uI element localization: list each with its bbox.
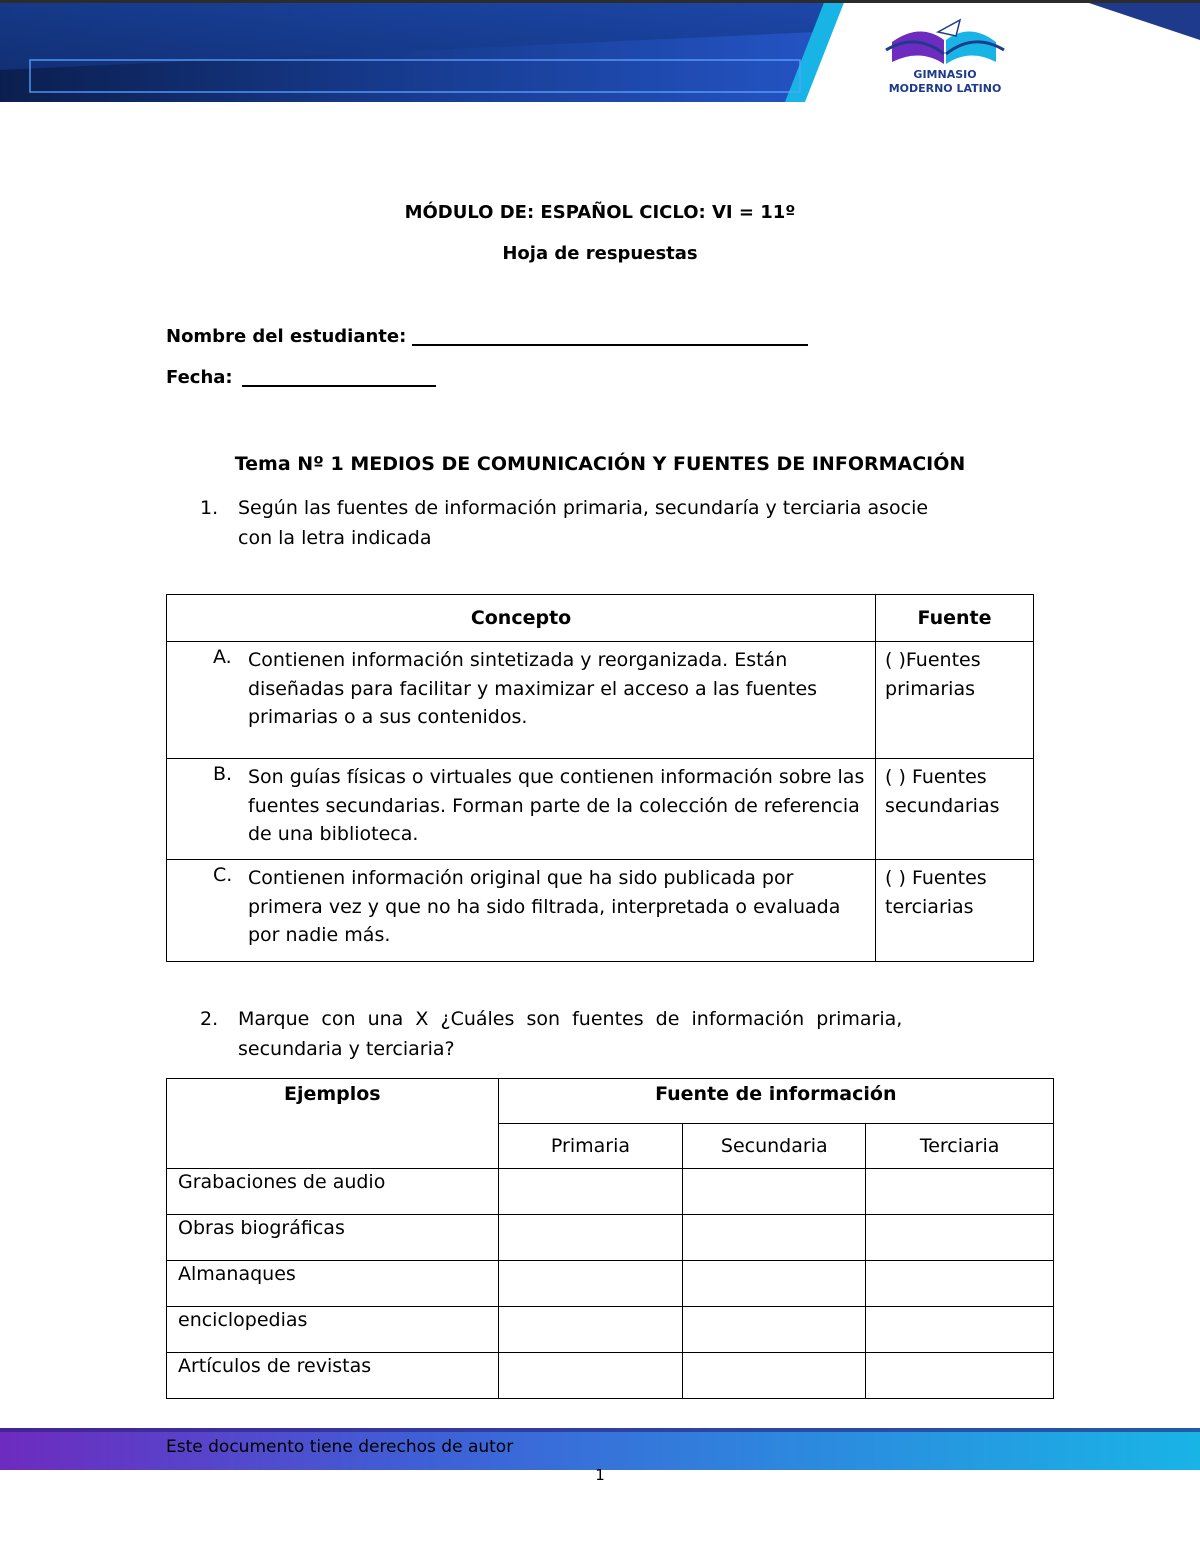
logo-line1: GIMNASIO <box>913 68 977 81</box>
concept-cell <box>167 759 876 860</box>
table-row <box>167 1353 1054 1399</box>
question-1-number: 1. <box>200 497 219 519</box>
table-row <box>167 1307 1054 1353</box>
mark-cell-terciaria[interactable] <box>866 1353 1054 1399</box>
mark-cell-primaria[interactable] <box>498 1307 683 1353</box>
concept-cell <box>167 642 876 759</box>
student-name-label: Nombre del estudiante: <box>166 326 407 347</box>
mark-cell-secundaria[interactable] <box>683 1215 866 1261</box>
fuente-cell[interactable]: ( )Fuentes primarias <box>876 642 1034 759</box>
mark-cell-primaria[interactable] <box>498 1169 683 1215</box>
concept-text: Contienen información original que ha sido publicada por primera vez y que no ha sido filtrada, interpretada o evaluada por nadie más. <box>248 867 841 946</box>
logo-line2: MODERNO LATINO <box>888 82 1002 95</box>
date-label: Fecha: <box>166 367 233 388</box>
question-2-text-line1: Marque con una X ¿Cuáles son fuentes de información primaria, <box>238 1008 903 1030</box>
subheader-primaria: Primaria <box>498 1124 683 1169</box>
table-row <box>167 759 1034 860</box>
student-name-line[interactable] <box>412 344 808 346</box>
mark-cell-secundaria[interactable] <box>683 1353 866 1399</box>
question-2 <box>200 1004 1035 1068</box>
mark-cell-terciaria[interactable] <box>866 1307 1054 1353</box>
concept-cell <box>167 860 876 962</box>
table-row <box>167 1215 1054 1261</box>
column-header-fuente: Fuente <box>876 595 1034 642</box>
page-number: 1 <box>595 1466 605 1484</box>
fuente-cell[interactable]: ( ) Fuentes secundarias <box>876 759 1034 860</box>
example-cell: Artículos de revistas <box>167 1353 499 1399</box>
table-row <box>167 1261 1054 1307</box>
question-1-text-line2: con la letra indicada <box>238 527 432 549</box>
mark-cell-secundaria[interactable] <box>683 1307 866 1353</box>
example-cell: Grabaciones de audio <box>167 1169 499 1215</box>
table-row <box>167 860 1034 962</box>
example-cell: enciclopedias <box>167 1307 499 1353</box>
row-letter: B. <box>213 763 233 785</box>
mark-cell-secundaria[interactable] <box>683 1169 866 1215</box>
question-1 <box>200 493 1040 557</box>
table-row <box>167 642 1034 759</box>
document-subtitle: Hoja de respuestas <box>502 243 698 264</box>
column-header-fuente-informacion: Fuente de información <box>498 1079 1053 1124</box>
column-header-concepto: Concepto <box>167 595 876 642</box>
mark-cell-primaria[interactable] <box>498 1353 683 1399</box>
mark-cell-primaria[interactable] <box>498 1261 683 1307</box>
column-header-ejemplos: Ejemplos <box>167 1079 499 1169</box>
fuente-cell[interactable]: ( ) Fuentes terciarias <box>876 860 1034 962</box>
question-2-text-line2: secundaria y terciaria? <box>238 1038 455 1060</box>
concept-text: Contienen información sintetizada y reorganizada. Están diseñadas para facilitar y maximizar el acceso a las fuentes primarias o a sus contenidos. <box>248 649 818 728</box>
school-logo <box>880 2 1010 100</box>
question-2-number: 2. <box>200 1008 219 1030</box>
row-letter: A. <box>213 646 232 668</box>
mark-cell-terciaria[interactable] <box>866 1169 1054 1215</box>
sources-matching-table <box>166 594 1034 962</box>
mark-cell-terciaria[interactable] <box>866 1215 1054 1261</box>
subheader-terciaria: Terciaria <box>866 1124 1054 1169</box>
mark-cell-secundaria[interactable] <box>683 1261 866 1307</box>
example-cell: Obras biográficas <box>167 1215 499 1261</box>
date-line[interactable] <box>242 385 436 387</box>
subheader-secundaria: Secundaria <box>683 1124 866 1169</box>
row-letter: C. <box>213 864 233 886</box>
table-row <box>167 1169 1054 1215</box>
sources-marking-table <box>166 1078 1054 1399</box>
footer-copyright-text: Este documento tiene derechos de autor <box>166 1437 514 1457</box>
mark-cell-terciaria[interactable] <box>866 1261 1054 1307</box>
concept-text: Son guías físicas o virtuales que contienen información sobre las fuentes secundarias. Forman parte de la colección de referencia de una biblioteca. <box>248 766 865 845</box>
document-title: MÓDULO DE: ESPAÑOL CICLO: VI = 11º <box>404 202 796 223</box>
question-1-text-line1: Según las fuentes de información primaria, secundaría y terciaria asocie <box>238 497 929 519</box>
mark-cell-primaria[interactable] <box>498 1215 683 1261</box>
header-banner <box>0 0 1200 102</box>
topic-heading: Tema Nº 1 MEDIOS DE COMUNICACIÓN Y FUENTES DE INFORMACIÓN <box>234 453 966 475</box>
example-cell: Almanaques <box>167 1261 499 1307</box>
